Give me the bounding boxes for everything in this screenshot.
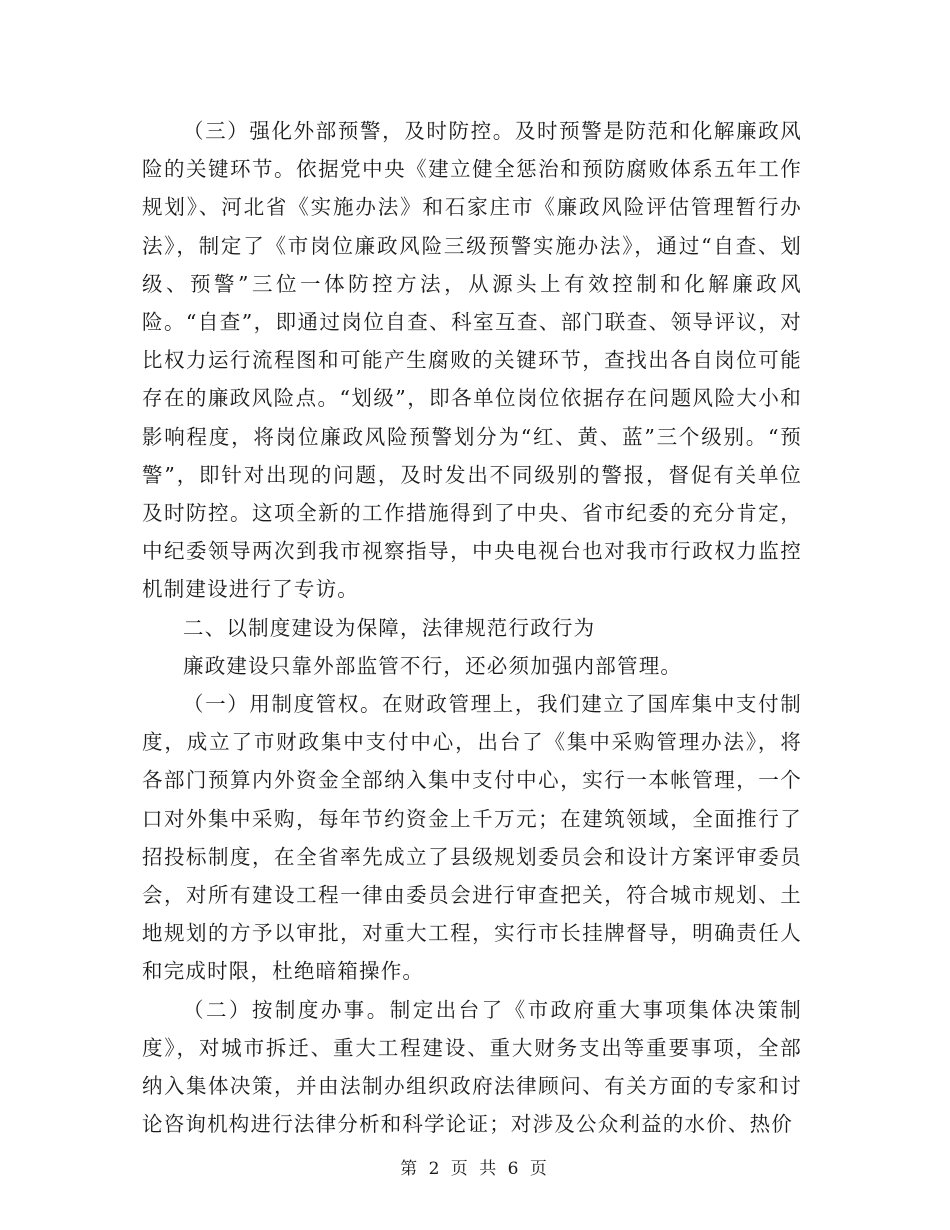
paragraph-early-warning: （三）强化外部预警，及时防控。及时预警是防范和化解廉政风险的关键环节。依据党中央《建立健全惩治和预防腐败体系五年工作规划》、河北省《实施办法》和石家庄市《廉政风险评估管理暂行办法》，制定了《市岗位廉政风险三级预警实施办法》，通过“自查、划级、预警”三位一体防控方法，从源头上有效控制和化解廉政风险。“自查”，即通过岗位自查、科室互查、部门联查、领导评议，对比权力运行流程图和可能产生腐败的关键环节，查找出各自岗位可能存在的廉政风险点。“划级”，即各单位岗位依据存在问题风险大小和影响程度，将岗位廉政风险预警划分为“红、黄、蓝”三个级别。“预警”，即针对出现的问题，及时发出不同级别的警报，督促有关单位及时防控。这项全新的工作措施得到了中央、省市纪委的充分肯定，中纪委领导两次到我市视察指导，中央电视台也对我市行政权力监控机制建设进行了专访。 <box>142 119 802 602</box>
paragraph-follow-rules: （二）按制度办事。制定出台了《市政府重大事项集体决策制度》，对城市拆迁、重大工程建设、重大财务支出等重要事项，全部纳入集体决策，并由法制办组织政府法律顾问、有关方面的专家和讨论咨询机构进行法律分析和科学论证；对涉及公众利益的水价、热价 <box>142 997 802 1137</box>
paragraph-internal-management: 廉政建设只靠外部监管不行，还必须加强内部管理。 <box>183 653 683 678</box>
paragraph-manage-power: （一）用制度管权。在财政管理上，我们建立了国库集中支付制度，成立了市财政集中支付中心，出台了《集中采购管理办法》，将各部门预算内外资金全部纳入集中支付中心，实行一本帐管理，一个口对外集中采购，每年节约资金上千万元；在建筑领域，全面推行了招投标制度，在全省率先成立了县级规划委员会和设计方案评审委员会，对所有建设工程一律由委员会进行审查把关，符合城市规划、土地规划的方予以审批，对重大工程，实行市长挂牌督导，明确责任人和完成时限，杜绝暗箱操作。 <box>142 692 802 984</box>
section-heading-institution: 二、以制度建设为保障，法律规范行政行为 <box>183 615 596 640</box>
page-number-footer: 第 2 页 共 6 页 <box>400 1159 550 1179</box>
document-body <box>142 112 802 1143</box>
